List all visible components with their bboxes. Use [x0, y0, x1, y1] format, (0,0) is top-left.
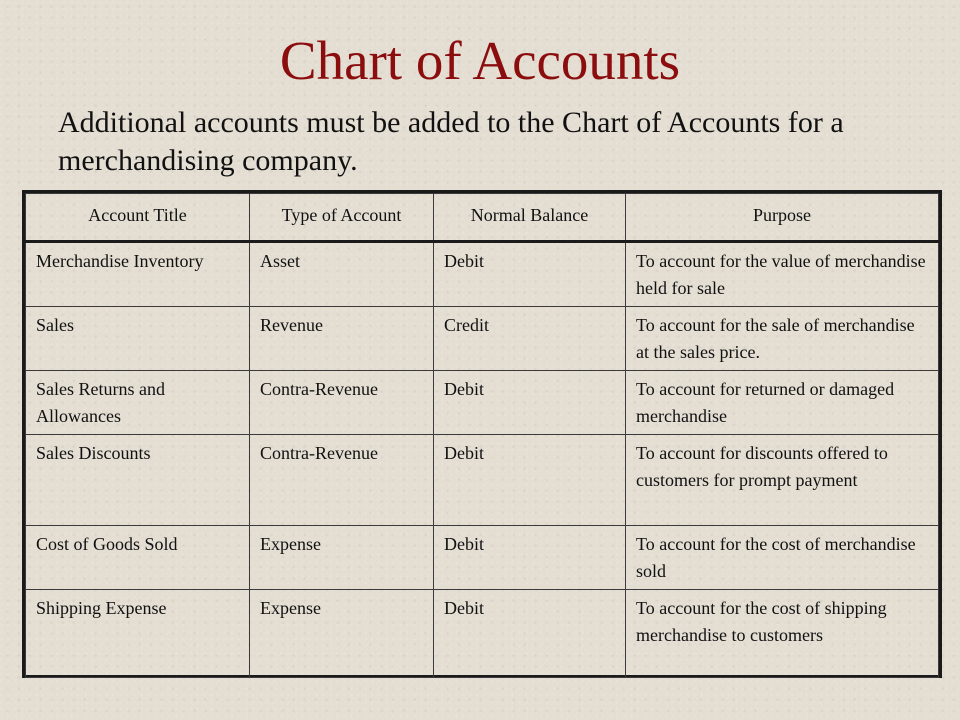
- cell-purpose: To account for returned or damaged merchandise: [626, 371, 939, 435]
- cell-normal-balance: Debit: [434, 590, 626, 678]
- cell-normal-balance: Debit: [434, 242, 626, 307]
- intro-text: Additional accounts must be added to the Chart of Accounts for a merchandising company.: [58, 106, 844, 177]
- cell-purpose: To account for the cost of shipping merchandise to customers: [626, 590, 939, 678]
- table-row: [26, 435, 939, 526]
- cell-type-of-account: Contra-Revenue: [250, 371, 434, 435]
- chart-of-accounts-table: [22, 190, 942, 678]
- table-row: [26, 526, 939, 590]
- cell-account-title: Sales: [26, 307, 250, 371]
- cell-purpose: To account for the sale of merchandise at the sales price.: [626, 307, 939, 371]
- cell-type-of-account: Contra-Revenue: [250, 435, 434, 526]
- cell-purpose: To account for the value of merchandise held for sale: [626, 242, 939, 307]
- cell-purpose: To account for discounts offered to customers for prompt payment: [626, 435, 939, 526]
- cell-type-of-account: Expense: [250, 590, 434, 678]
- cell-normal-balance: Debit: [434, 435, 626, 526]
- slide-title: Chart of Accounts: [279, 30, 681, 91]
- header-account-title: Account Title: [26, 194, 250, 242]
- cell-account-title: Sales Returns and Allowances: [26, 371, 250, 435]
- cell-account-title: Merchandise Inventory: [26, 242, 250, 307]
- table-row: [26, 590, 939, 678]
- cell-type-of-account: Asset: [250, 242, 434, 307]
- table-row: [26, 242, 939, 307]
- cell-type-of-account: Expense: [250, 526, 434, 590]
- header-purpose: Purpose: [626, 194, 939, 242]
- table-row: [26, 371, 939, 435]
- cell-normal-balance: Credit: [434, 307, 626, 371]
- table-header-row: [26, 194, 939, 242]
- cell-purpose: To account for the cost of merchandise sold: [626, 526, 939, 590]
- cell-account-title: Sales Discounts: [26, 435, 250, 526]
- table-row: [26, 307, 939, 371]
- cell-type-of-account: Revenue: [250, 307, 434, 371]
- header-type-of-account: Type of Account: [250, 194, 434, 242]
- cell-account-title: Shipping Expense: [26, 590, 250, 678]
- cell-account-title: Cost of Goods Sold: [26, 526, 250, 590]
- cell-normal-balance: Debit: [434, 526, 626, 590]
- accounts-table: [25, 193, 939, 678]
- cell-normal-balance: Debit: [434, 371, 626, 435]
- header-normal-balance: Normal Balance: [434, 194, 626, 242]
